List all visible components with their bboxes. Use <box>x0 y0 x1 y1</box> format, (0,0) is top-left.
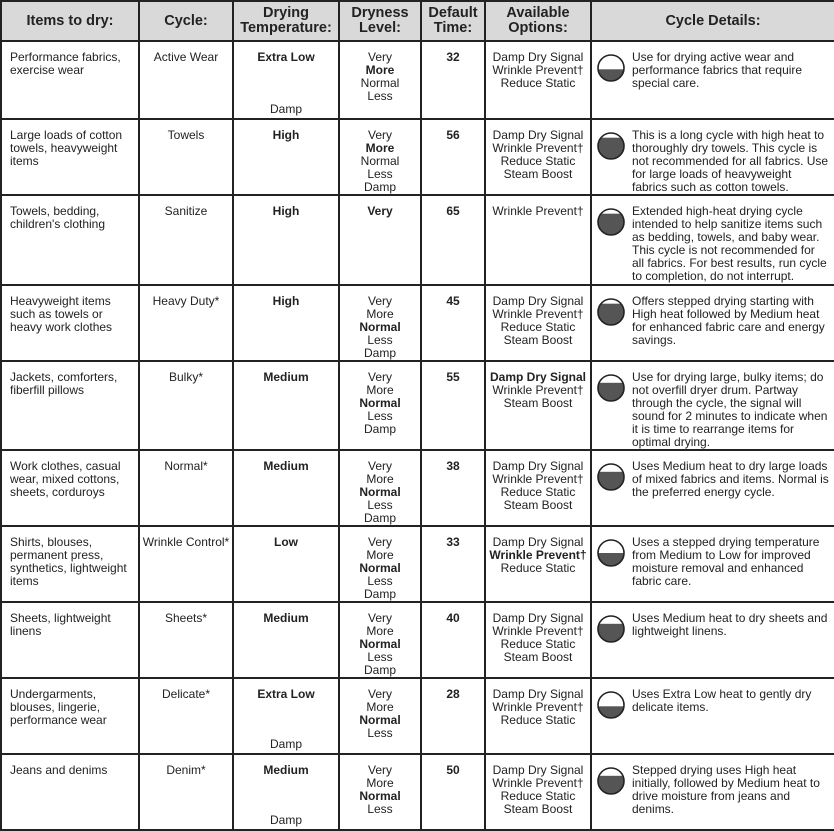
time-cell <box>421 754 485 830</box>
cycle-cell <box>139 678 233 754</box>
option-item: Steam Boost <box>503 650 573 664</box>
dryness-level: Damp <box>363 422 396 436</box>
dryness-level: More <box>366 624 394 638</box>
option-item: Reduce Static <box>500 637 576 651</box>
option-item: Reduce Static <box>500 154 576 168</box>
details-wrap <box>596 688 830 720</box>
cycle-cell <box>139 361 233 450</box>
table-row <box>1 195 834 285</box>
items-text: Towels, bedding, children's clothing <box>10 204 106 231</box>
dryness-level: Damp <box>363 180 396 194</box>
default-time: 28 <box>446 687 460 701</box>
details-wrap <box>596 460 830 499</box>
default-time: 33 <box>446 535 460 549</box>
dryness-level: Normal <box>359 485 401 499</box>
dryness-level: More <box>366 383 394 397</box>
details-text: Use for drying large, bulky items; do not overfill dryer drum. Partway through the cycle, the signal will sound for 2 minutes to indicate when it is time to rearrange items for optimal drying. <box>632 370 828 449</box>
dryness-level: Less <box>367 802 393 816</box>
option-item: Reduce Static <box>500 320 576 334</box>
dryness-level: More <box>366 776 394 790</box>
details-cell <box>591 195 834 285</box>
option-item: Reduce Static <box>500 561 576 575</box>
options-cell <box>485 41 591 119</box>
details-wrap <box>596 612 830 644</box>
option-item: Wrinkle Prevent† <box>492 383 584 397</box>
options-cell <box>485 526 591 602</box>
option-item: Damp Dry Signal <box>492 50 584 64</box>
items-text: Jeans and denims <box>10 763 108 777</box>
temperature-cell <box>233 602 339 678</box>
dryness-level: Very <box>367 204 393 218</box>
details-wrap <box>596 295 830 347</box>
dryness-level: Very <box>367 128 392 142</box>
cycle-cell <box>139 450 233 526</box>
details-text: Use for drying active wear and performance fabrics that require special care. <box>632 50 803 90</box>
heat-level-icon <box>596 766 626 796</box>
details-wrap <box>596 129 830 194</box>
dryness-level: Very <box>367 294 392 308</box>
heat-level-icon <box>596 538 626 568</box>
dryness-level: Less <box>367 650 393 664</box>
option-item: Damp Dry Signal <box>492 294 584 308</box>
items-text: Performance fabrics, exercise wear <box>10 50 121 77</box>
default-time: 55 <box>446 370 460 384</box>
options-cell <box>485 361 591 450</box>
dryness-cell <box>339 41 421 119</box>
heat-level-icon <box>596 462 626 492</box>
header-items: Items to dry: <box>1 1 139 41</box>
option-item: Damp Dry Signal <box>489 370 587 384</box>
details-text: This is a long cycle with high heat to thoroughly dry towels. This cycle is not recommended for all fabrics. Use for large loads of heavyweight fabrics such as cotton towels. <box>632 128 829 194</box>
dryness-cell <box>339 450 421 526</box>
option-item: Wrinkle Prevent† <box>492 63 584 77</box>
dryness-cell <box>339 361 421 450</box>
dryness-cell <box>339 119 421 195</box>
options-cell <box>485 602 591 678</box>
table-row <box>1 285 834 361</box>
dryness-level: Normal <box>359 713 401 727</box>
items-cell <box>1 602 139 678</box>
default-time: 45 <box>446 294 460 308</box>
table-row <box>1 754 834 830</box>
cycle-name: Normal* <box>164 459 208 473</box>
details-cell <box>591 41 834 119</box>
heat-level-icon <box>596 53 626 83</box>
items-cell <box>1 285 139 361</box>
details-text: Uses Medium heat to dry sheets and lightweight linens. <box>632 611 828 638</box>
cycle-name: Wrinkle Control* <box>142 535 230 549</box>
heat-level-icon <box>596 207 626 237</box>
dryness-level: Less <box>367 89 393 103</box>
dryness-cell <box>339 678 421 754</box>
option-item: Damp Dry Signal <box>492 611 584 625</box>
dryness-level: Very <box>367 611 392 625</box>
header-temperature: Drying Temperature: <box>233 1 339 41</box>
dryness-level: Less <box>367 574 393 588</box>
temperature-value: Medium <box>263 459 309 473</box>
details-wrap <box>596 371 830 449</box>
details-cell <box>591 602 834 678</box>
temperature-value: High <box>272 294 300 308</box>
time-cell <box>421 450 485 526</box>
details-wrap <box>596 536 830 588</box>
dryness-level: Very <box>367 687 392 701</box>
option-item: Wrinkle Prevent† <box>492 700 584 714</box>
options-cell <box>485 754 591 830</box>
option-item: Steam Boost <box>503 498 573 512</box>
dryness-level: Very <box>367 763 392 777</box>
option-item: Reduce Static <box>500 789 576 803</box>
temperature-cell <box>233 450 339 526</box>
table-row <box>1 119 834 195</box>
dryness-level: Damp <box>363 663 396 677</box>
dryness-level: Less <box>367 409 393 423</box>
details-wrap <box>596 51 830 90</box>
option-item: Wrinkle Prevent† <box>492 204 584 218</box>
details-cell <box>591 678 834 754</box>
items-text: Large loads of cotton towels, heavyweight items <box>10 128 123 168</box>
cycle-cell <box>139 754 233 830</box>
header-cycle: Cycle: <box>139 1 233 41</box>
details-text: Offers stepped drying starting with High heat followed by Medium heat for enhanced fabric care and energy savings. <box>632 294 825 347</box>
items-cell <box>1 754 139 830</box>
items-cell <box>1 526 139 602</box>
temperature-cell <box>233 41 339 119</box>
option-item: Damp Dry Signal <box>492 763 584 777</box>
details-text: Extended high-heat drying cycle intended to help sanitize items such as bedding, towels, and baby wear. This cycle is not recommended for all fabrics. For best results, run cycle to completion, do not interrupt. <box>632 204 827 283</box>
time-cell <box>421 678 485 754</box>
time-cell <box>421 195 485 285</box>
cycle-name: Bulky* <box>168 370 203 384</box>
cycle-name: Sheets* <box>164 611 208 625</box>
dryness-level: Normal <box>359 320 401 334</box>
temperature-value: Extra Low <box>257 50 315 64</box>
dryness-level: Less <box>367 498 393 512</box>
temperature-note: Damp <box>269 813 302 827</box>
table-row <box>1 41 834 119</box>
dryness-level: Normal <box>359 561 401 575</box>
option-item: Wrinkle Prevent† <box>492 776 584 790</box>
items-cell <box>1 41 139 119</box>
items-text: Work clothes, casual wear, mixed cottons, sheets, corduroys <box>10 459 121 499</box>
time-cell <box>421 361 485 450</box>
default-time: 32 <box>446 50 460 64</box>
temperature-value: Medium <box>263 611 309 625</box>
details-text: Uses Extra Low heat to gently dry delicate items. <box>632 687 812 714</box>
option-item: Steam Boost <box>503 167 573 181</box>
details-cell <box>591 754 834 830</box>
dryness-level: More <box>366 548 394 562</box>
option-item: Damp Dry Signal <box>492 459 584 473</box>
header-details: Cycle Details: <box>591 1 834 41</box>
header-dryness: Dryness Level: <box>339 1 421 41</box>
options-cell <box>485 678 591 754</box>
table-row <box>1 361 834 450</box>
dryness-level: More <box>366 307 394 321</box>
items-text: Sheets, lightweight linens <box>10 611 111 638</box>
dryness-level: Normal <box>359 396 401 410</box>
temperature-cell <box>233 526 339 602</box>
dryness-level: Very <box>367 50 392 64</box>
dryness-level: Normal <box>359 637 401 651</box>
dryness-cell <box>339 195 421 285</box>
temperature-note: Damp <box>269 102 302 116</box>
details-cell <box>591 285 834 361</box>
items-text: Heavyweight items such as towels or heavy work clothes <box>10 294 113 334</box>
option-item: Reduce Static <box>500 485 576 499</box>
items-text: Jackets, comforters, fiberfill pillows <box>10 370 118 397</box>
option-item: Steam Boost <box>503 333 573 347</box>
option-item: Steam Boost <box>503 396 573 410</box>
header-time: Default Time: <box>421 1 485 41</box>
cycle-cell <box>139 41 233 119</box>
details-cell <box>591 361 834 450</box>
time-cell <box>421 526 485 602</box>
items-cell <box>1 195 139 285</box>
items-text: Undergarments, blouses, lingerie, performance wear <box>10 687 107 727</box>
cycle-cell <box>139 526 233 602</box>
option-item: Damp Dry Signal <box>492 687 584 701</box>
default-time: 40 <box>446 611 460 625</box>
cycle-name: Active Wear <box>153 50 219 64</box>
details-wrap <box>596 764 830 816</box>
dryness-cell <box>339 285 421 361</box>
option-item: Reduce Static <box>500 76 576 90</box>
temperature-cell <box>233 678 339 754</box>
heat-level-icon <box>596 131 626 161</box>
items-cell <box>1 678 139 754</box>
dryness-level: Less <box>367 333 393 347</box>
heat-level-icon <box>596 690 626 720</box>
dryness-level: Damp <box>363 346 396 360</box>
cycle-cell <box>139 285 233 361</box>
cycle-name: Sanitize <box>164 204 208 218</box>
dryness-cell <box>339 754 421 830</box>
dryness-level: More <box>365 141 395 155</box>
dryness-cell <box>339 602 421 678</box>
table-row <box>1 602 834 678</box>
heat-level-icon <box>596 297 626 327</box>
items-cell <box>1 361 139 450</box>
dryness-level: Normal <box>360 154 400 168</box>
options-cell <box>485 450 591 526</box>
cycle-cell <box>139 602 233 678</box>
heat-level-icon <box>596 373 626 403</box>
option-item: Steam Boost <box>503 802 573 816</box>
time-cell <box>421 285 485 361</box>
option-item: Wrinkle Prevent† <box>492 141 584 155</box>
table-row <box>1 678 834 754</box>
header-row <box>1 1 834 41</box>
temperature-value: High <box>272 128 300 142</box>
dryness-level: More <box>366 472 394 486</box>
option-item: Wrinkle Prevent† <box>492 472 584 486</box>
details-text: Uses Medium heat to dry large loads of mixed fabrics and items. Normal is the preferred energy cycle. <box>632 459 829 499</box>
time-cell <box>421 41 485 119</box>
time-cell <box>421 119 485 195</box>
heat-level-icon <box>596 614 626 644</box>
option-item: Damp Dry Signal <box>492 535 584 549</box>
option-item: Wrinkle Prevent† <box>492 624 584 638</box>
option-item: Reduce Static <box>500 713 576 727</box>
details-cell <box>591 450 834 526</box>
temperature-value: Low <box>274 535 298 549</box>
items-cell <box>1 119 139 195</box>
dryness-level: Normal <box>360 76 400 90</box>
temperature-cell <box>233 285 339 361</box>
items-cell <box>1 450 139 526</box>
dryness-level: More <box>366 700 394 714</box>
option-item: Wrinkle Prevent† <box>492 307 584 321</box>
options-cell <box>485 285 591 361</box>
table-row <box>1 526 834 602</box>
cycle-name: Delicate* <box>161 687 211 701</box>
details-text: Stepped drying uses High heat initially, followed by Medium heat to drive moisture from jeans and denims. <box>632 763 820 816</box>
dryness-level: Very <box>367 370 392 384</box>
cycle-name: Heavy Duty* <box>152 294 220 308</box>
cycle-cell <box>139 195 233 285</box>
cycle-cell <box>139 119 233 195</box>
dryness-level: Very <box>367 459 392 473</box>
temperature-note: Damp <box>269 737 302 751</box>
dryness-level: Damp <box>363 511 396 525</box>
options-cell <box>485 119 591 195</box>
default-time: 56 <box>446 128 460 142</box>
temperature-cell <box>233 361 339 450</box>
cycle-name: Denim* <box>166 763 206 777</box>
default-time: 50 <box>446 763 460 777</box>
options-cell <box>485 195 591 285</box>
temperature-cell <box>233 754 339 830</box>
details-text: Uses a stepped drying temperature from Medium to Low for improved moisture removal and enhanced fabric care. <box>632 535 820 588</box>
default-time: 38 <box>446 459 460 473</box>
details-wrap <box>596 205 830 283</box>
temperature-value: Extra Low <box>257 687 315 701</box>
option-item: Wrinkle Prevent† <box>489 548 587 562</box>
default-time: 65 <box>446 204 460 218</box>
header-options: Available Options: <box>485 1 591 41</box>
dryness-cell <box>339 526 421 602</box>
dryness-level: Damp <box>363 587 396 601</box>
temperature-value: High <box>272 204 300 218</box>
dryness-level: Normal <box>359 789 401 803</box>
dryness-level: Less <box>367 726 393 740</box>
temperature-value: Medium <box>263 763 309 777</box>
dryness-level: Less <box>367 167 393 181</box>
cycle-name: Towels <box>167 128 205 142</box>
details-cell <box>591 119 834 195</box>
temperature-value: Medium <box>263 370 309 384</box>
temperature-cell <box>233 119 339 195</box>
temperature-cell <box>233 195 339 285</box>
dryness-level: More <box>365 63 395 77</box>
items-text: Shirts, blouses, permanent press, synthetics, lightweight items <box>10 535 127 588</box>
details-cell <box>591 526 834 602</box>
table-row <box>1 450 834 526</box>
dryness-level: Very <box>367 535 392 549</box>
time-cell <box>421 602 485 678</box>
option-item: Damp Dry Signal <box>492 128 584 142</box>
